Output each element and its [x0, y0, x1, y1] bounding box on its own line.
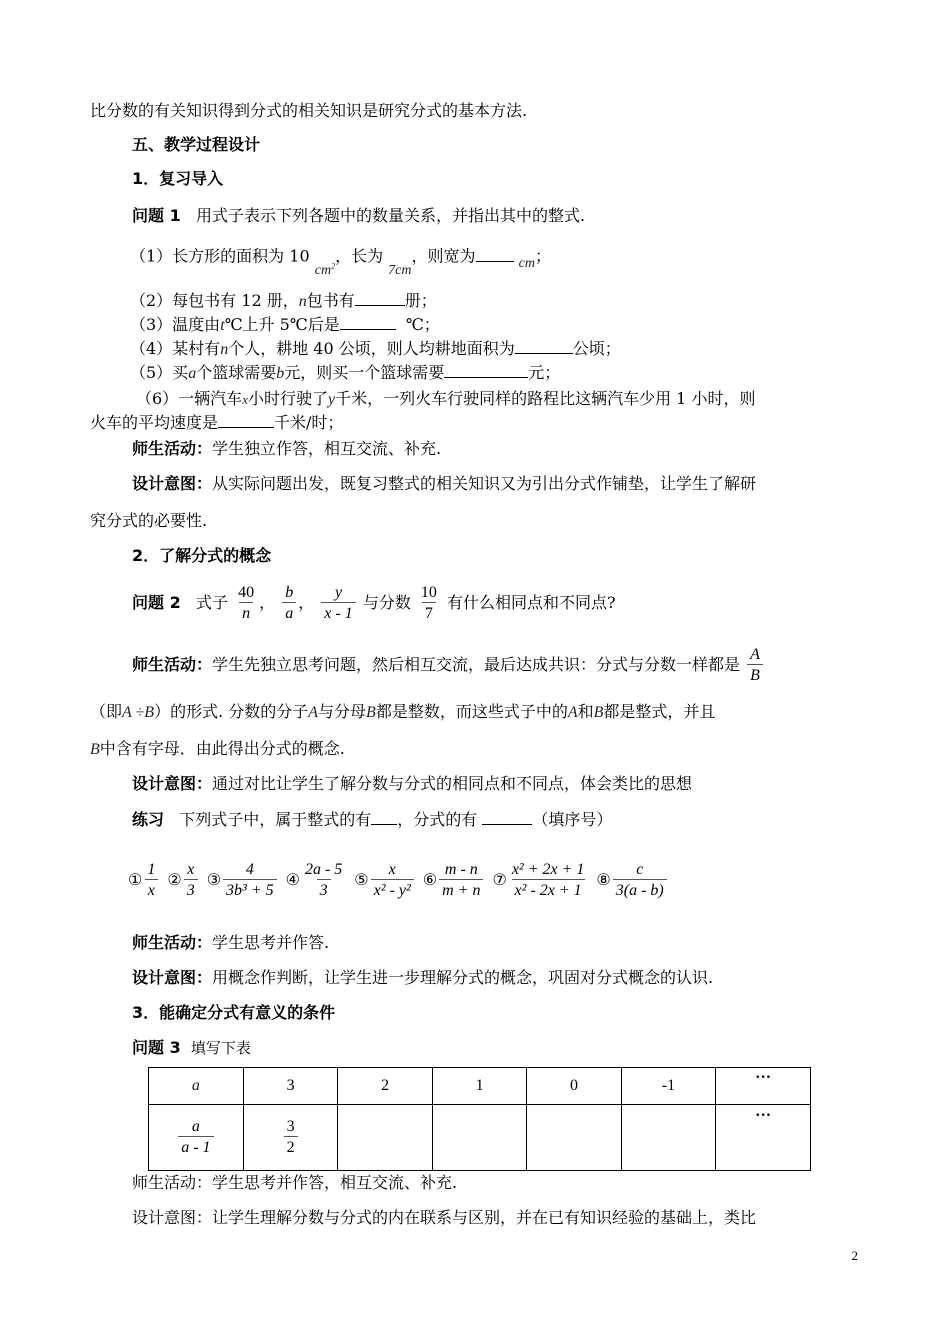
- frac-num: y: [334, 584, 343, 601]
- s3-intent: 设计意图：让学生理解分数与分式的内在联系与区别，并在已有知识经验的基础上，类比: [132, 1208, 757, 1227]
- q6-c: 千米，一列火车行驶同样的路程比这辆汽车少用 1 小时，则: [335, 389, 756, 408]
- l2-varA2: A: [567, 704, 578, 721]
- s1-intent-line2: 究分式的必要性.: [90, 511, 208, 530]
- exercise: [132, 809, 862, 831]
- exercise-item: [285, 861, 348, 899]
- problem1-label: 问题 1: [132, 206, 181, 225]
- frac-num: 40: [238, 584, 255, 601]
- s2-intent-text: 通过对比让学生了解分数与分式的相同点和不同点，体会类比的思想: [212, 774, 693, 793]
- table-cell: [243, 1105, 338, 1171]
- table-row: [149, 1068, 811, 1105]
- s2-title: 2．了解分式的概念: [132, 546, 272, 565]
- problem2-label: 问题 2: [132, 593, 181, 612]
- q6-line2: [90, 412, 862, 434]
- item-number: ⑤: [354, 870, 369, 889]
- frac-den: n: [239, 602, 253, 623]
- q5: [130, 362, 862, 385]
- item-fraction: [302, 861, 345, 900]
- q1-d: ；: [534, 246, 551, 266]
- s1-intent-label: 设计意图：: [132, 474, 213, 493]
- table-input-cell[interactable]: [527, 1105, 621, 1171]
- q5-blank[interactable]: [444, 363, 528, 378]
- frac-den: m + n: [439, 879, 483, 900]
- table-cell: 3: [243, 1068, 338, 1105]
- s1-activity-label: 师生活动：: [132, 439, 213, 458]
- q6-b: 小时行驶了: [247, 389, 328, 408]
- exercise-a: 下列式子中，属于整式的有: [179, 810, 372, 829]
- exercise-label: 练习: [132, 810, 165, 829]
- frac-den: 3(a - b): [613, 879, 667, 900]
- table-cell: 1: [432, 1068, 526, 1105]
- s1-intent-text: 从实际问题出发，既复习整式的相关知识又为引出分式作铺垫，让学生了解研: [212, 474, 757, 493]
- item-fraction: [509, 861, 588, 900]
- frac-num: x² + 2x + 1: [511, 861, 585, 878]
- frac-den: 3: [317, 879, 331, 900]
- problem2-b: 与分数: [362, 593, 411, 612]
- s1-intent: [132, 473, 862, 495]
- l2-e: 和: [577, 702, 594, 721]
- s2-intent2: [132, 967, 862, 989]
- frac-den: B: [747, 664, 763, 685]
- q1-length: 7cm: [388, 262, 412, 278]
- q4-b: 个人，耕地 40 公顷，则人均耕地面积为: [228, 339, 515, 358]
- s1-title: 1．复习导入: [132, 169, 224, 188]
- q6-a: （6）一辆汽车: [136, 389, 243, 408]
- q3-var: t: [220, 317, 225, 334]
- frac-den: a: [282, 602, 296, 623]
- frac-den: 7: [422, 602, 436, 623]
- item-fraction: [613, 861, 667, 900]
- frac-num: 2a - 5: [304, 861, 343, 878]
- s2-activity2-label: 师生活动：: [132, 933, 213, 952]
- frac-y-x1: [321, 584, 355, 623]
- frac-num: A: [750, 646, 760, 663]
- item-fraction: [223, 861, 277, 900]
- s2-intent2-text: 用概念作判断，让学生进一步理解分式的概念，巩固对分式概念的认识.: [212, 968, 714, 987]
- table-cell: ···: [716, 1068, 811, 1105]
- q6-var: x: [242, 392, 248, 407]
- table-cell: 0: [527, 1068, 621, 1105]
- frac-den: x: [145, 879, 158, 900]
- exercise-item: [206, 861, 279, 899]
- q5-b: 个篮球需要: [196, 363, 277, 382]
- s2-activity2-text: 学生思考并作答.: [212, 933, 330, 952]
- l2-d: 都是整数，而这些式子中的: [375, 702, 568, 721]
- frac-den: x - 1: [321, 602, 355, 623]
- s2-intent2-label: 设计意图：: [132, 968, 213, 987]
- q4-blank[interactable]: [515, 339, 573, 354]
- s2-activity-line2: [90, 701, 862, 724]
- section-heading: 五、教学过程设计: [132, 135, 261, 154]
- l2-b: ）的形式. 分数的分子: [154, 702, 309, 721]
- l2-expr: A ÷B: [122, 704, 155, 721]
- frac-num: x: [187, 861, 195, 878]
- fill-table: [148, 1067, 811, 1171]
- table-cell: ···: [716, 1105, 811, 1171]
- item-number: ①: [128, 870, 143, 889]
- s2-activity: [132, 640, 862, 690]
- frac-num: b: [285, 584, 294, 601]
- q1-unit-sup: 2: [331, 261, 336, 270]
- q5-c: 元，则买一个篮球需要: [284, 363, 445, 382]
- problem2: 问题 2 式子 $\frac{40}{n}$ ， $\frac{b}{a}$ ， $\frac{y}{x - 1}$ 与分数 $\frac{10}{7}$ 有什么相同点和不同点?: [132, 584, 616, 622]
- item-fraction: [144, 861, 158, 900]
- item-number: ④: [285, 870, 300, 889]
- problem2-c: 有什么相同点和不同点?: [447, 593, 616, 612]
- s2-activity-text: 学生先独立思考问题，然后相互交流，最后达成共识：分式与分数一样都是: [212, 655, 741, 674]
- frac-den: 2: [284, 1136, 298, 1157]
- exercise-blank1[interactable]: [371, 810, 397, 825]
- q6-var2: y: [327, 391, 336, 408]
- q4-var: n: [220, 341, 229, 358]
- frac-den: x² - 2x + 1: [512, 879, 585, 900]
- exercise-item: [492, 861, 589, 899]
- q1-c: ，则宽为: [411, 246, 476, 266]
- s2-activity-line3: [90, 738, 862, 761]
- table-cell: -1: [621, 1068, 716, 1105]
- l3-varB: B: [90, 741, 100, 758]
- exercise-c: （填序号）: [532, 810, 613, 829]
- q1: [130, 243, 862, 278]
- s2-activity-label: 师生活动：: [132, 655, 213, 674]
- l2-varB2: B: [593, 704, 604, 721]
- table-input-cell[interactable]: [621, 1105, 716, 1171]
- q6: [136, 388, 862, 411]
- q4-c: 公顷；: [572, 339, 621, 358]
- frac-num: 4: [245, 861, 254, 878]
- q5-var: a: [188, 365, 197, 382]
- frac-num: x: [388, 861, 396, 878]
- item-number: ⑥: [422, 870, 438, 889]
- item-fraction: [371, 861, 414, 900]
- l2-varB: B: [366, 704, 376, 721]
- q3-blank[interactable]: [340, 315, 396, 330]
- q1-blank[interactable]: [476, 247, 514, 262]
- q1-b: ，长为: [335, 246, 384, 266]
- frac-10-7: [418, 584, 440, 623]
- item-number: ⑦: [492, 870, 507, 889]
- frac-num: m - n: [444, 861, 478, 878]
- item-fraction: [439, 861, 483, 900]
- frac-b-a: [282, 584, 296, 623]
- q3: [130, 314, 862, 337]
- table-cell: a: [149, 1068, 244, 1105]
- problem3: [132, 1037, 862, 1059]
- q3-c: ℃；: [405, 315, 440, 334]
- q2-a: （2）每包书有 12 册，: [130, 291, 299, 310]
- frac-num: 3: [286, 1118, 295, 1135]
- table-cell: [149, 1105, 244, 1171]
- q6b-b: 千米/时；: [274, 413, 344, 432]
- frac-num: a: [191, 1118, 200, 1135]
- table-row: [149, 1105, 811, 1171]
- frac-den: a - 1: [178, 1136, 213, 1157]
- problem3-label: 问题 3: [132, 1038, 181, 1057]
- item-number: ⑧: [596, 870, 611, 889]
- q1-unit: [315, 263, 335, 278]
- frac-3-2: [284, 1118, 298, 1157]
- frac-40-n: [235, 584, 257, 623]
- q6-blank[interactable]: [218, 413, 274, 428]
- table-input-cell[interactable]: [338, 1105, 432, 1171]
- l2-f: 都是整式，并且: [603, 702, 716, 721]
- q5-a: （5）买: [130, 363, 189, 382]
- s2-intent-label: 设计意图：: [132, 774, 213, 793]
- q2-b: 包书有: [306, 291, 355, 310]
- item-fraction: [184, 861, 198, 900]
- exercise-items: [128, 856, 862, 904]
- frac-a-a1: [178, 1118, 213, 1157]
- frac-num: c: [636, 861, 644, 878]
- exercise-blank2[interactable]: [482, 810, 532, 825]
- item-number: ②: [167, 870, 182, 889]
- s1-activity-text: 学生独立作答，相互交流、补充.: [212, 439, 442, 458]
- l2-varA: A: [308, 704, 319, 721]
- q2-var: n: [298, 293, 307, 310]
- frac-den: 3b³ + 5: [223, 879, 277, 900]
- s1-activity: [132, 438, 862, 460]
- q5-var2: b: [276, 365, 285, 382]
- problem1-text: 用式子表示下列各题中的数量关系，并指出其中的整式.: [195, 206, 586, 225]
- intro-line: 比分数的有关知识得到分式的相关知识是研究分式的基本方法.: [90, 101, 528, 120]
- q2-blank[interactable]: [355, 291, 405, 306]
- page-number: 2: [851, 1248, 858, 1263]
- problem3-text: 填写下表: [190, 1039, 251, 1057]
- exercise-b: ，分式的有: [397, 810, 478, 829]
- q5-d: 元；: [528, 363, 561, 382]
- q2: [130, 290, 862, 313]
- table-input-cell[interactable]: [432, 1105, 526, 1171]
- l2-c: 与分母: [318, 702, 367, 721]
- q4: [130, 338, 862, 361]
- exercise-item: [596, 861, 668, 899]
- frac-num: 10: [420, 584, 437, 601]
- item-number: ③: [206, 870, 222, 889]
- s3-title: 3．能确定分式有意义的条件: [132, 1003, 336, 1022]
- frac-num: 1: [147, 861, 156, 878]
- q3-a: （3）温度由: [130, 315, 221, 334]
- exercise-item: [354, 861, 415, 899]
- q3-b: ℃上升 5℃后是: [224, 315, 340, 334]
- problem2-a: 式子: [195, 593, 228, 612]
- table-cell: 2: [338, 1068, 432, 1105]
- l2-a: （即: [90, 702, 123, 721]
- q1-unit-text: cm: [314, 262, 332, 278]
- q4-a: （4）某村有: [130, 339, 221, 358]
- s2-intent: [132, 773, 862, 795]
- q1-unit2: cm: [518, 255, 535, 271]
- s3-activity: 师生活动：学生思考并作答，相互交流、补充.: [132, 1173, 458, 1192]
- exercise-item: [167, 861, 199, 899]
- l3-a: 中含有字母．由此得出分式的概念.: [99, 739, 345, 758]
- exercise-item: [128, 861, 160, 899]
- frac-den: 3: [184, 879, 198, 900]
- q1-a: （1）长方形的面积为 10: [130, 246, 310, 266]
- problem1: [132, 205, 862, 227]
- frac-den: x² - y²: [371, 879, 414, 900]
- frac-A-B: [747, 646, 763, 685]
- exercise-item: [422, 861, 486, 899]
- q6b-a: 火车的平均速度是: [90, 413, 219, 432]
- q2-c: 册；: [404, 291, 437, 310]
- s2-activity2: [132, 932, 862, 954]
